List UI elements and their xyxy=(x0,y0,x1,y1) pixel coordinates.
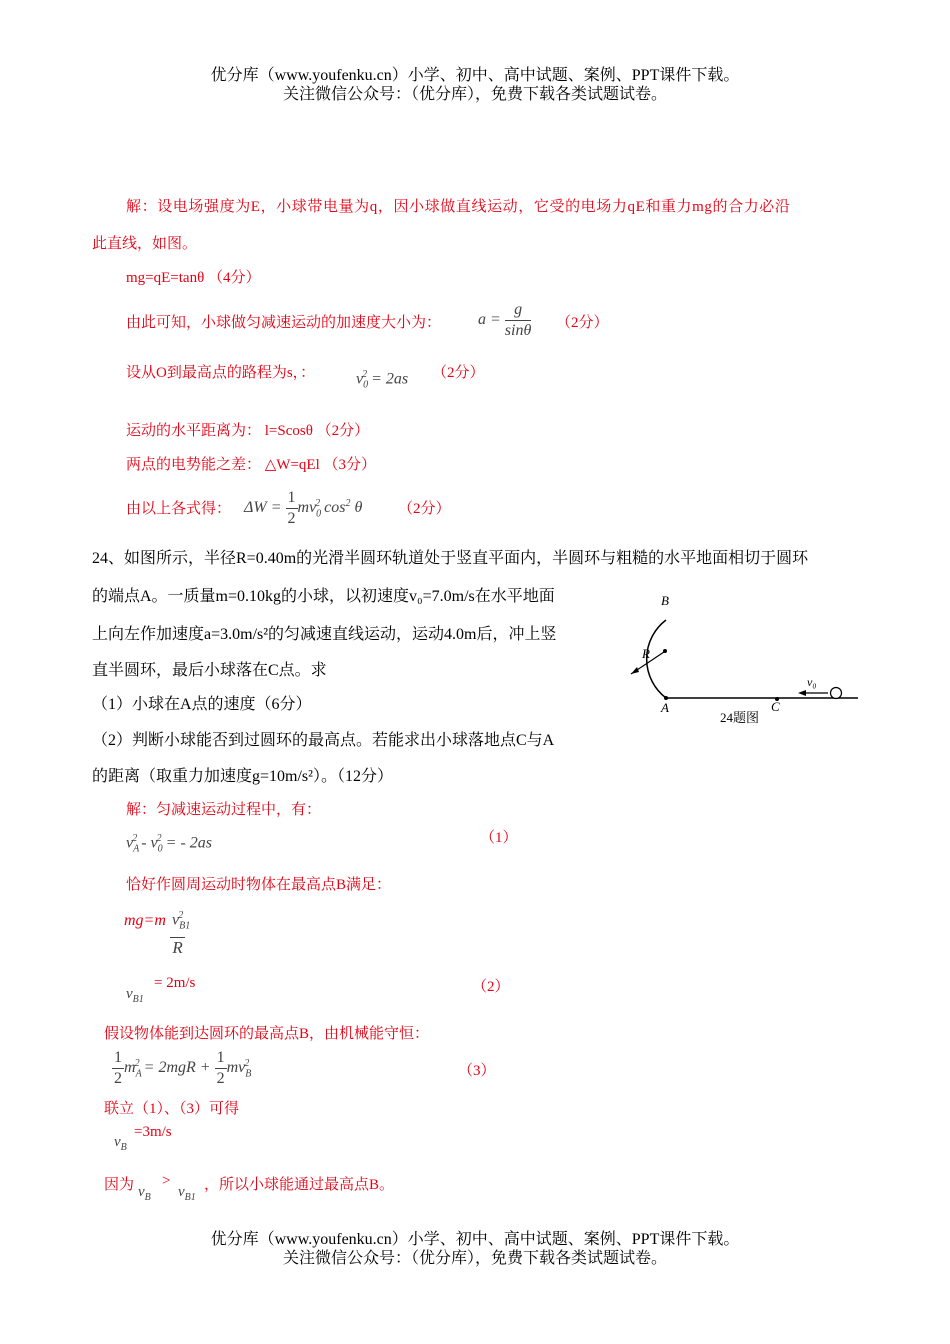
q24-mark-1: （1） xyxy=(480,830,518,846)
q23-horizontal: 运动的水平距离为： l=Scosθ （2分） xyxy=(126,423,370,439)
q24-vb-value: =3m/s xyxy=(134,1124,172,1140)
footer-line-1: 优分库（www.youfenku.cn）小学、初中、高中试题、案例、PPT课件下载。 xyxy=(210,1231,740,1248)
q24-vb1-value: = 2m/s xyxy=(154,975,196,991)
ball xyxy=(831,688,842,699)
figure-caption: 24题图 xyxy=(720,710,760,725)
q24-solution-head: 解：匀减速运动过程中，有： xyxy=(126,802,322,818)
vb-symbol-2: $v_B$ xyxy=(138,1184,151,1203)
q24-eq-1: $v_A^2 - v_0^2$ = - 2as xyxy=(126,833,213,855)
q24-mark-2: （2） xyxy=(472,979,510,995)
q23-accel-text: 由此可知，小球做匀减速运动的加速度大小为： xyxy=(126,315,442,331)
q24-line-2: 的端点A。一质量m=0.10kg的小球，以初速度v₀=7.0m/s在水平地面 xyxy=(92,588,555,605)
q23-potential: 两点的电势能之差： △W=qEl （3分） xyxy=(126,457,376,473)
q24-eq-3: $\frac{1}{2}$ $m_A^2 = 2mgR$ + $\frac{1}{2}$ $mv_B^2$ xyxy=(114,1049,252,1087)
q24-part-1: （1）小球在A点的速度（6分） xyxy=(92,696,312,713)
q23-equation-1: mg=qE=tanθ （4分） xyxy=(126,270,261,286)
vb1-symbol: $v_{B1}$ xyxy=(126,986,144,1005)
q24-line-1: 24、如图所示，半径R=0.40m的光滑半圆环轨道处于竖直平面内，半圆环与粗糙的水平地面相切于圆环 xyxy=(92,550,809,567)
q24-assume-text: 假设物体能到达圆环的最高点B，由机械能守恒： xyxy=(104,1026,430,1042)
footer-line-2: 关注微信公众号：（优分库），免费下载各类试题试卷。 xyxy=(282,1250,667,1267)
q23-solution-line-1: 解：设电场强度为E，小球带电量为q，因小球做直线运动，它受的电场力qE和重力mg的合力必沿 xyxy=(126,199,791,215)
q24-greater-than: > xyxy=(162,1173,171,1189)
q24-mark-3: （3） xyxy=(458,1063,496,1079)
label-v0: v₀ xyxy=(807,675,817,689)
q24-because: 因为 xyxy=(104,1177,135,1193)
label-r: R xyxy=(642,646,650,661)
velocity-arrowhead xyxy=(798,690,806,696)
header-line-2: 关注微信公众号：（优分库），免费下载各类试题试卷。 xyxy=(282,86,667,103)
label-b: B xyxy=(661,593,669,608)
q23-path-text: 设从O到最高点的路程为s，： xyxy=(126,365,316,381)
q24-line-3: 上向左作加速度a=3.0m/s²的匀减速直线运动，运动4.0m后，冲上竖 xyxy=(92,626,557,643)
vb1-symbol-2: $v_{B1}$ xyxy=(178,1184,196,1203)
label-a: A xyxy=(661,700,669,715)
center-point xyxy=(663,649,667,653)
q23-combine-points: （2分） xyxy=(398,501,451,517)
q24-combine-13: 联立（1）、（3）可得 xyxy=(104,1101,240,1117)
label-c: C xyxy=(771,699,780,714)
radius-arrowhead xyxy=(631,667,639,674)
q24-circle-text: 恰好作圆周运动时物体在最高点B满足： xyxy=(126,877,392,893)
q24-conclusion: ，所以小球能通过最高点B。 xyxy=(204,1177,395,1193)
q24-part-2: （2）判断小球能否到过圆环的最高点。若能求出小球落地点C与A xyxy=(92,732,555,749)
q23-accel-formula: a = $\frac{g}{\sin\theta}$ xyxy=(478,301,532,339)
header-line-1: 优分库（www.youfenku.cn）小学、初中、高中试题、案例、PPT课件下载。 xyxy=(210,67,740,84)
q23-combine-text: 由以上各式得： xyxy=(126,501,232,517)
q23-accel-points: （2分） xyxy=(556,315,609,331)
q24-eq-2-frac: $\frac{v_{B1}^2}{R}$ xyxy=(170,906,185,958)
q23-combine-formula: ΔW = $\frac{1}{2}$ $mv_0^2$ $\cos^2 \theta$ xyxy=(244,489,363,527)
q24-part-2b: 的距离（取重力加速度g=10m/s²）。（12分） xyxy=(92,768,393,785)
vb-symbol: $v_B$ xyxy=(114,1134,127,1153)
q24-eq-2-lhs: mg=m xyxy=(124,912,166,929)
q23-path-points: （2分） xyxy=(432,365,485,381)
q23-path-formula: $v_0^2 = 2as$ xyxy=(356,369,409,391)
q23-solution-line-2: 此直线，如图。 xyxy=(92,236,198,252)
q24-figure xyxy=(600,588,865,730)
q24-line-4: 直半圆环，最后小球落在C点。求 xyxy=(92,662,327,679)
